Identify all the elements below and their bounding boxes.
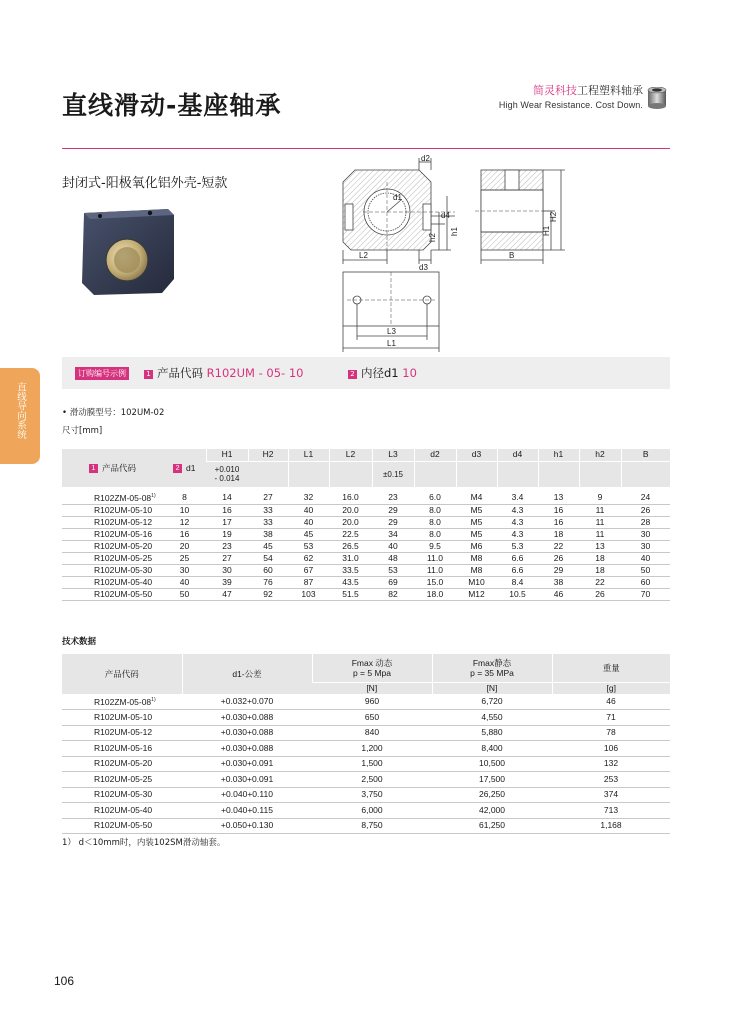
table-cell: +0.040+0.115 bbox=[182, 803, 312, 819]
order-example-tag: 订购编号示例 bbox=[75, 367, 129, 380]
tech-header-code: 产品代码 bbox=[62, 654, 182, 694]
table-cell: 45 bbox=[288, 529, 329, 541]
table-row bbox=[62, 694, 670, 710]
table-cell: 6.0 bbox=[414, 491, 456, 505]
brand-name: 简灵科技 bbox=[533, 85, 577, 97]
table-cell: 11 bbox=[579, 529, 621, 541]
table-cell: 1,200 bbox=[312, 741, 432, 757]
product-code-cell: R102UM-05-20 bbox=[62, 756, 182, 772]
order-example-bar bbox=[62, 357, 670, 389]
table-cell: 20.0 bbox=[329, 505, 372, 517]
product-code-cell: R102UM-05-10 bbox=[62, 505, 163, 517]
label-d3: d3 bbox=[419, 263, 428, 272]
table-cell: 19 bbox=[206, 529, 248, 541]
table-cell: 46 bbox=[552, 694, 670, 710]
table-cell: 67 bbox=[288, 565, 329, 577]
table-row bbox=[62, 517, 670, 529]
table-cell: M12 bbox=[456, 589, 497, 601]
product-code-cell: R102UM-05-16 bbox=[62, 741, 182, 757]
col-header-d1: 2 d1 bbox=[163, 449, 206, 487]
col-header-H1: H1 bbox=[206, 449, 248, 461]
table-cell: 43.5 bbox=[329, 577, 372, 589]
table-cell: 76 bbox=[248, 577, 288, 589]
table-cell: M6 bbox=[456, 541, 497, 553]
table-cell: 5,880 bbox=[432, 725, 552, 741]
table-cell: 29 bbox=[538, 565, 579, 577]
table-cell: 11.0 bbox=[414, 553, 456, 565]
side-tab-label: 直线导向系统 bbox=[15, 382, 26, 439]
product-code-cell: R102UM-05-25 bbox=[62, 772, 182, 788]
col-header-d2: d2 bbox=[414, 449, 456, 461]
col-header-L1: L1 bbox=[288, 449, 329, 461]
table-cell: 28 bbox=[621, 517, 670, 529]
table-cell: 40 bbox=[372, 541, 414, 553]
table-row bbox=[62, 787, 670, 803]
table-row bbox=[62, 725, 670, 741]
tech-header-fdyn: Fmax 动态 p = 5 Mpa bbox=[312, 654, 432, 682]
label-h1: h1 bbox=[450, 227, 459, 236]
table-cell: 30 bbox=[621, 541, 670, 553]
table-cell: 92 bbox=[248, 589, 288, 601]
table-cell: 8 bbox=[163, 491, 206, 505]
label-d1: d1 bbox=[393, 193, 402, 202]
product-photo bbox=[80, 205, 176, 297]
table-cell: 23 bbox=[206, 541, 248, 553]
table-cell: 22 bbox=[538, 541, 579, 553]
table-row bbox=[62, 529, 670, 541]
table-cell: 33 bbox=[248, 505, 288, 517]
footnote-text: d＜10mm时，内装102SM滑动轴套。 bbox=[78, 838, 226, 848]
table-cell: 71 bbox=[552, 710, 670, 726]
product-code-cell: R102UM-05-16 bbox=[62, 529, 163, 541]
table-row bbox=[62, 577, 670, 589]
product-code-cell: R102UM-05-12 bbox=[62, 725, 182, 741]
table-cell: M5 bbox=[456, 505, 497, 517]
label-H1: H1 bbox=[542, 225, 551, 236]
table-cell: M5 bbox=[456, 529, 497, 541]
footnote-mark: 1） bbox=[62, 838, 76, 848]
brand-block bbox=[499, 82, 643, 110]
col-header-d4: d4 bbox=[497, 449, 538, 461]
table-cell: 374 bbox=[552, 787, 670, 803]
table-cell: 17 bbox=[206, 517, 248, 529]
table-cell: M8 bbox=[456, 553, 497, 565]
unit-fstat: [N] bbox=[432, 682, 552, 694]
table-cell: 22 bbox=[579, 577, 621, 589]
table-cell: 14 bbox=[206, 491, 248, 505]
table-cell: 253 bbox=[552, 772, 670, 788]
table-cell: 47 bbox=[206, 589, 248, 601]
table-cell: 18 bbox=[538, 529, 579, 541]
table-cell: 33.5 bbox=[329, 565, 372, 577]
table-cell: 6.6 bbox=[497, 565, 538, 577]
col-header-B: B bbox=[621, 449, 670, 461]
table-cell: 70 bbox=[621, 589, 670, 601]
table-cell: 82 bbox=[372, 589, 414, 601]
table-cell: 53 bbox=[288, 541, 329, 553]
table-cell: 31.0 bbox=[329, 553, 372, 565]
label-d2: d2 bbox=[421, 154, 430, 163]
table-row bbox=[62, 541, 670, 553]
table-cell: 106 bbox=[552, 741, 670, 757]
table-cell: 29 bbox=[372, 517, 414, 529]
section-subtitle: 封闭式-阳极氧化铝外壳-短款 bbox=[62, 176, 228, 191]
table-cell: 40 bbox=[288, 505, 329, 517]
table-cell: +0.030+0.088 bbox=[182, 725, 312, 741]
table-cell: 960 bbox=[312, 694, 432, 710]
label-B: B bbox=[509, 251, 515, 260]
table-cell: 15.0 bbox=[414, 577, 456, 589]
table-cell: 69 bbox=[372, 577, 414, 589]
tech-header-weight: 重量 bbox=[552, 654, 670, 682]
table-cell: +0.030+0.091 bbox=[182, 772, 312, 788]
table-cell: 20.0 bbox=[329, 517, 372, 529]
table-cell: 60 bbox=[621, 577, 670, 589]
table-cell: 51.5 bbox=[329, 589, 372, 601]
side-category-tab[interactable] bbox=[0, 368, 40, 464]
brand-product: 工程塑料轴承 bbox=[577, 85, 643, 97]
col-header-h2: h2 bbox=[579, 449, 621, 461]
table-cell: M8 bbox=[456, 565, 497, 577]
table-cell: 8.0 bbox=[414, 505, 456, 517]
table-cell: 1,168 bbox=[552, 818, 670, 834]
page-number: 106 bbox=[54, 974, 75, 988]
order-item-code-label: 产品代码 bbox=[157, 366, 203, 380]
table-cell: M5 bbox=[456, 517, 497, 529]
table-cell: M10 bbox=[456, 577, 497, 589]
table-cell: 9 bbox=[579, 491, 621, 505]
film-model-note: • 滑动膜型号：102UM-02 bbox=[62, 408, 165, 418]
table-cell: 4.3 bbox=[497, 529, 538, 541]
table-cell: 8.4 bbox=[497, 577, 538, 589]
table-cell: 12 bbox=[163, 517, 206, 529]
size-unit-label: 尺寸[mm] bbox=[62, 426, 103, 436]
table-cell: 38 bbox=[248, 529, 288, 541]
table-cell: 6,720 bbox=[432, 694, 552, 710]
table-cell: 3.4 bbox=[497, 491, 538, 505]
table-cell: 18 bbox=[579, 553, 621, 565]
table-cell: 26 bbox=[538, 553, 579, 565]
table-cell: 30 bbox=[163, 565, 206, 577]
table-cell: 26.5 bbox=[329, 541, 372, 553]
table-cell: +0.030+0.088 bbox=[182, 741, 312, 757]
table-cell: 10.5 bbox=[497, 589, 538, 601]
table-cell: 103 bbox=[288, 589, 329, 601]
table-cell: 30 bbox=[621, 529, 670, 541]
label-L3: L3 bbox=[387, 327, 396, 336]
table-cell: 29 bbox=[372, 505, 414, 517]
order-item-bore-label: 内径d1 bbox=[361, 366, 399, 380]
product-code-cell: R102UM-05-12 bbox=[62, 517, 163, 529]
table-cell: 48 bbox=[372, 553, 414, 565]
table-cell: 46 bbox=[538, 589, 579, 601]
technical-drawing bbox=[335, 152, 585, 354]
tech-header-tolerance: d1-公差 bbox=[182, 654, 312, 694]
label-H2: H2 bbox=[549, 211, 558, 222]
bearing-logo-icon bbox=[647, 87, 667, 109]
dimensions-table bbox=[62, 449, 670, 601]
table-cell: 6,000 bbox=[312, 803, 432, 819]
product-code-cell: R102UM-05-50 bbox=[62, 818, 182, 834]
tolerance-H1: +0.010 - 0.014 bbox=[206, 461, 248, 487]
tolerance-L3: ±0.15 bbox=[372, 461, 414, 487]
footnote-ref: 1) bbox=[151, 493, 156, 499]
table-cell: 650 bbox=[312, 710, 432, 726]
table-cell: 8.0 bbox=[414, 517, 456, 529]
page-title: 直线滑动-基座轴承 bbox=[62, 91, 282, 120]
label-d4: d4 bbox=[441, 211, 450, 220]
order-item-code-value: R102UM - 05- 10 bbox=[206, 366, 304, 380]
tech-header-fstat: Fmax静态 p = 35 MPa bbox=[432, 654, 552, 682]
table-cell: 13 bbox=[538, 491, 579, 505]
table-row bbox=[62, 803, 670, 819]
table-cell: 26 bbox=[579, 589, 621, 601]
table-row bbox=[62, 710, 670, 726]
table-cell: 132 bbox=[552, 756, 670, 772]
product-code-cell: R102UM-05-30 bbox=[62, 565, 163, 577]
table-row bbox=[62, 491, 670, 505]
product-code-cell: R102UM-05-10 bbox=[62, 710, 182, 726]
table-cell: 13 bbox=[579, 541, 621, 553]
product-code-cell: R102UM-05-25 bbox=[62, 553, 163, 565]
order-item-bore bbox=[348, 365, 417, 381]
table-cell: 4.3 bbox=[497, 505, 538, 517]
table-cell: 50 bbox=[163, 589, 206, 601]
table-cell: 10 bbox=[163, 505, 206, 517]
table-cell: 713 bbox=[552, 803, 670, 819]
table-cell: 11.0 bbox=[414, 565, 456, 577]
col-header-H2: H2 bbox=[248, 449, 288, 461]
table-cell: +0.040+0.110 bbox=[182, 787, 312, 803]
table-cell: 60 bbox=[248, 565, 288, 577]
table-cell: 18 bbox=[579, 565, 621, 577]
table-cell: 4,550 bbox=[432, 710, 552, 726]
table-cell: 11 bbox=[579, 505, 621, 517]
product-code-cell: R102UM-05-20 bbox=[62, 541, 163, 553]
label-L2: L2 bbox=[359, 251, 368, 260]
table-cell: +0.050+0.130 bbox=[182, 818, 312, 834]
table-cell: 78 bbox=[552, 725, 670, 741]
table-cell: 25 bbox=[163, 553, 206, 565]
brand-slogan: High Wear Resistance. Cost Down. bbox=[498, 100, 643, 110]
table-cell: 26,250 bbox=[432, 787, 552, 803]
table-cell: 20 bbox=[163, 541, 206, 553]
table-cell: 61,250 bbox=[432, 818, 552, 834]
product-code-cell: R102UM-05-50 bbox=[62, 589, 163, 601]
table-row bbox=[62, 565, 670, 577]
footnote-ref: 1) bbox=[151, 697, 156, 703]
table-cell: 8,750 bbox=[312, 818, 432, 834]
col-header-h1: h1 bbox=[538, 449, 579, 461]
table-cell: 2,500 bbox=[312, 772, 432, 788]
unit-fdyn: [N] bbox=[312, 682, 432, 694]
table-cell: 24 bbox=[621, 491, 670, 505]
col-header-code: 1 产品代码 bbox=[62, 449, 163, 487]
table-cell: 27 bbox=[248, 491, 288, 505]
footnote bbox=[62, 836, 225, 848]
table-row bbox=[62, 756, 670, 772]
product-code-cell: R102UM-05-40 bbox=[62, 803, 182, 819]
table-cell: 22.5 bbox=[329, 529, 372, 541]
table-row bbox=[62, 772, 670, 788]
table-row bbox=[62, 818, 670, 834]
table-cell: 30 bbox=[206, 565, 248, 577]
table-cell: +0.030+0.091 bbox=[182, 756, 312, 772]
product-code-cell: R102ZM-05-08$^{1)}$ bbox=[62, 694, 182, 710]
table-cell: 3,750 bbox=[312, 787, 432, 803]
table-cell: +0.032+0.070 bbox=[182, 694, 312, 710]
front-section-view bbox=[343, 158, 455, 264]
table-cell: 840 bbox=[312, 725, 432, 741]
table-cell: 16 bbox=[163, 529, 206, 541]
table-cell: 9.5 bbox=[414, 541, 456, 553]
header-rule bbox=[62, 148, 670, 149]
table-cell: 16 bbox=[538, 505, 579, 517]
order-num-badge: 2 bbox=[348, 370, 357, 379]
product-code-cell: R102UM-05-30 bbox=[62, 787, 182, 803]
table-cell: 33 bbox=[248, 517, 288, 529]
table-cell: 40 bbox=[621, 553, 670, 565]
unit-weight: [g] bbox=[552, 682, 670, 694]
table-cell: 16 bbox=[206, 505, 248, 517]
table-cell: 17,500 bbox=[432, 772, 552, 788]
table-cell: 16.0 bbox=[329, 491, 372, 505]
product-code-cell: R102ZM-05-08$^{1)}$ bbox=[62, 491, 163, 505]
table-cell: 32 bbox=[288, 491, 329, 505]
table-cell: 8.0 bbox=[414, 529, 456, 541]
label-L1: L1 bbox=[387, 339, 396, 348]
table-row bbox=[62, 553, 670, 565]
table-cell: 1,500 bbox=[312, 756, 432, 772]
product-code-cell: R102UM-05-40 bbox=[62, 577, 163, 589]
table-cell: 50 bbox=[621, 565, 670, 577]
table-cell: 10,500 bbox=[432, 756, 552, 772]
table-row bbox=[62, 741, 670, 757]
col-header-L2: L2 bbox=[329, 449, 372, 461]
table-cell: 45 bbox=[248, 541, 288, 553]
table-cell: 39 bbox=[206, 577, 248, 589]
label-h2: h2 bbox=[428, 233, 437, 242]
table-cell: 8,400 bbox=[432, 741, 552, 757]
table-cell: 40 bbox=[288, 517, 329, 529]
col-header-d3: d3 bbox=[456, 449, 497, 461]
order-num-badge: 1 bbox=[144, 370, 153, 379]
order-item-code bbox=[144, 365, 303, 381]
table-row bbox=[62, 589, 670, 601]
table-cell: 87 bbox=[288, 577, 329, 589]
table-row bbox=[62, 505, 670, 517]
table-cell: 26 bbox=[621, 505, 670, 517]
table-cell: 27 bbox=[206, 553, 248, 565]
table-cell: 34 bbox=[372, 529, 414, 541]
table-cell: 54 bbox=[248, 553, 288, 565]
table-cell: 11 bbox=[579, 517, 621, 529]
order-item-bore-value: 10 bbox=[402, 366, 417, 380]
table-cell: 23 bbox=[372, 491, 414, 505]
table-cell: 16 bbox=[538, 517, 579, 529]
technical-data-table bbox=[62, 654, 670, 834]
col-header-L3: L3 bbox=[372, 449, 414, 461]
table-cell: 40 bbox=[163, 577, 206, 589]
table-cell: 62 bbox=[288, 553, 329, 565]
table-cell: 5.3 bbox=[497, 541, 538, 553]
table-cell: 38 bbox=[538, 577, 579, 589]
table-cell: 53 bbox=[372, 565, 414, 577]
table-cell: 42,000 bbox=[432, 803, 552, 819]
table-cell: M4 bbox=[456, 491, 497, 505]
table-cell: +0.030+0.088 bbox=[182, 710, 312, 726]
tech-data-label: 技术数据 bbox=[62, 637, 97, 647]
table-cell: 4.3 bbox=[497, 517, 538, 529]
table-cell: 18.0 bbox=[414, 589, 456, 601]
table-cell: 6.6 bbox=[497, 553, 538, 565]
brand-cn bbox=[499, 82, 643, 98]
